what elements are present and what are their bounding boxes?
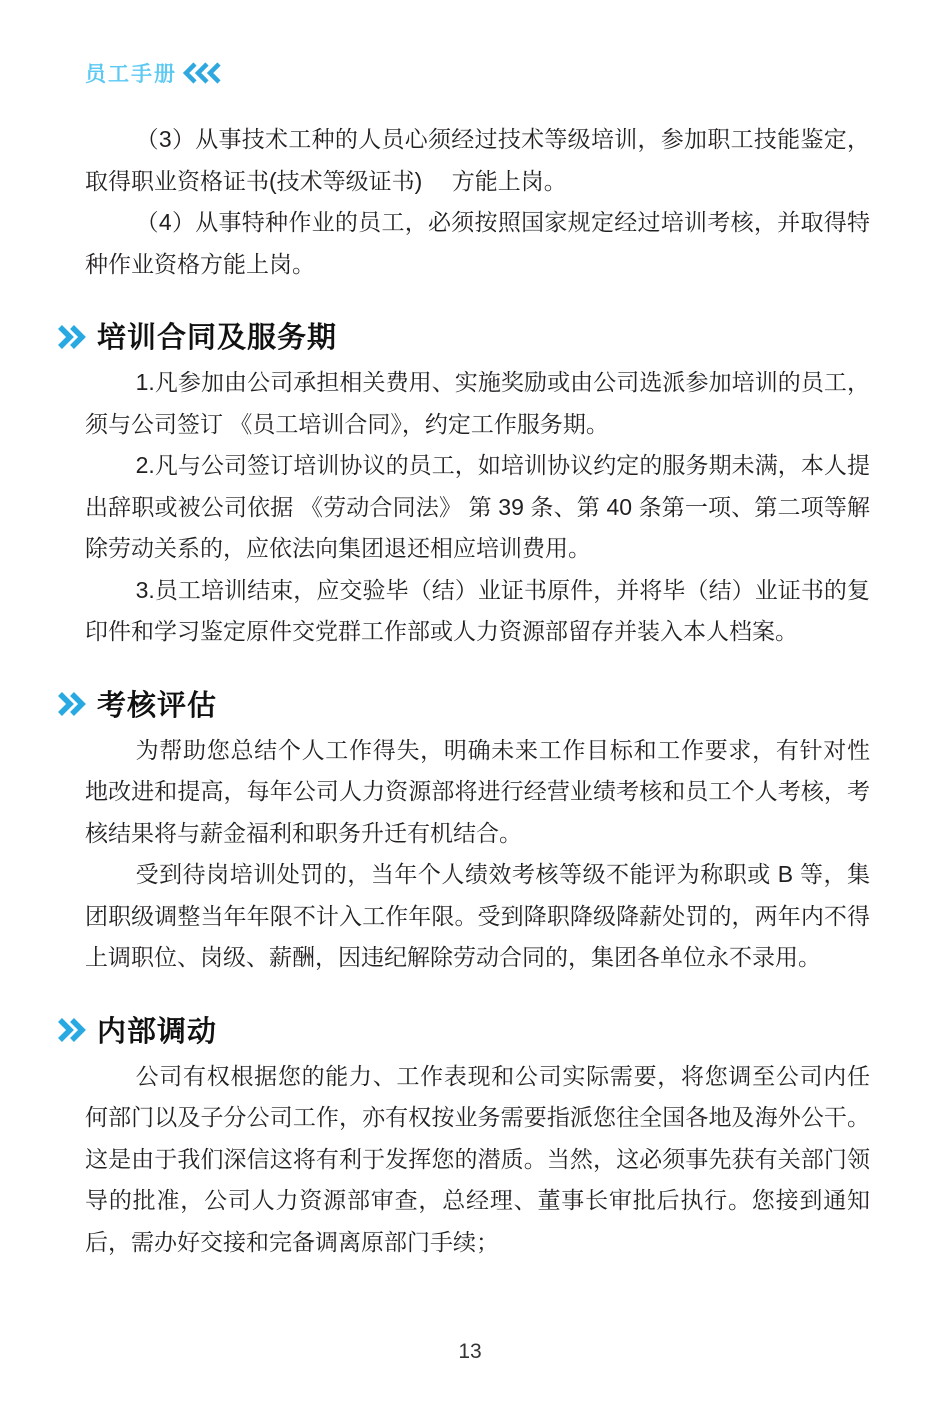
paragraph: 1.凡参加由公司承担相关费用、实施奖励或由公司选派参加培训的员工，须与公司签订 《员工培训合同》，约定工作服务期。 xyxy=(85,369,870,437)
triple-left-chevron-icon xyxy=(183,62,223,84)
section-heading xyxy=(57,1009,870,1050)
section-assessment xyxy=(85,683,870,979)
paragraph: 3.员工培训结束，应交验毕（结）业证书原件，并将毕（结）业证书的复印件和学习鉴定原件交党群工作部或人力资源部留存并装入本人档案。 xyxy=(85,576,870,644)
section-internal-transfer xyxy=(85,1009,870,1264)
section-heading xyxy=(57,315,870,356)
section-training-contract xyxy=(85,315,870,653)
handbook-title: 员工手册 xyxy=(85,63,177,86)
section-title: 内部调动 xyxy=(97,1015,218,1048)
paragraph: （4）从事特种作业的员工，必须按照国家规定经过培训考核，并取得特种作业资格方能上岗。 xyxy=(85,209,870,277)
section-heading xyxy=(57,683,870,724)
double-right-chevron-icon xyxy=(57,691,87,717)
paragraph: 受到待岗培训处罚的，当年个人绩效考核等级不能评为称职或 B 等，集团职级调整当年年限不计入工作年限。受到降职降级降薪处罚的，两年内不得上调职位、岗级、薪酬，因违纪解除劳动合同的，集团各单位永不录用。 xyxy=(85,861,870,970)
double-right-chevron-icon xyxy=(57,1017,87,1043)
paragraph: 为帮助您总结个人工作得失，明确未来工作目标和工作要求，有针对性地改进和提高，每年公司人力资源部将进行经营业绩考核和员工个人考核，考核结果将与薪金福利和职务升迁有机结合。 xyxy=(85,736,870,846)
paragraph: 公司有权根据您的能力、工作表现和公司实际需要，将您调至公司内任何部门以及子分公司工作，亦有权按业务需要指派您往全国各地及海外公干。这是由于我们深信这将有利于发挥您的潜质。当然，这必须事先获有关部门领导的批准，公司人力资源部审查，总经理、董事长审批后执行。您接到通知后，需办好交接和完备调离原部门手续； xyxy=(85,1062,870,1255)
page-content xyxy=(85,119,870,1263)
paragraph: （3）从事技术工种的人员心须经过技术等级培训，参加职工技能鉴定，取得职业资格证书(技术等级证书) 方能上岗。 xyxy=(85,126,870,194)
running-header xyxy=(85,58,223,88)
double-right-chevron-icon xyxy=(57,324,87,350)
section-title: 考核评估 xyxy=(97,689,218,722)
paragraph: 2.凡与公司签订培训协议的员工，如培训协议约定的服务期未满，本人提出辞职或被公司依据 《劳动合同法》 第 39 条、第 40 条第一项、第二项等解除劳动关系的，应依法向集团退还相应培训费用。 xyxy=(85,452,870,561)
section-title: 培训合同及服务期 xyxy=(97,322,338,354)
page-number: 13 xyxy=(458,1340,482,1363)
